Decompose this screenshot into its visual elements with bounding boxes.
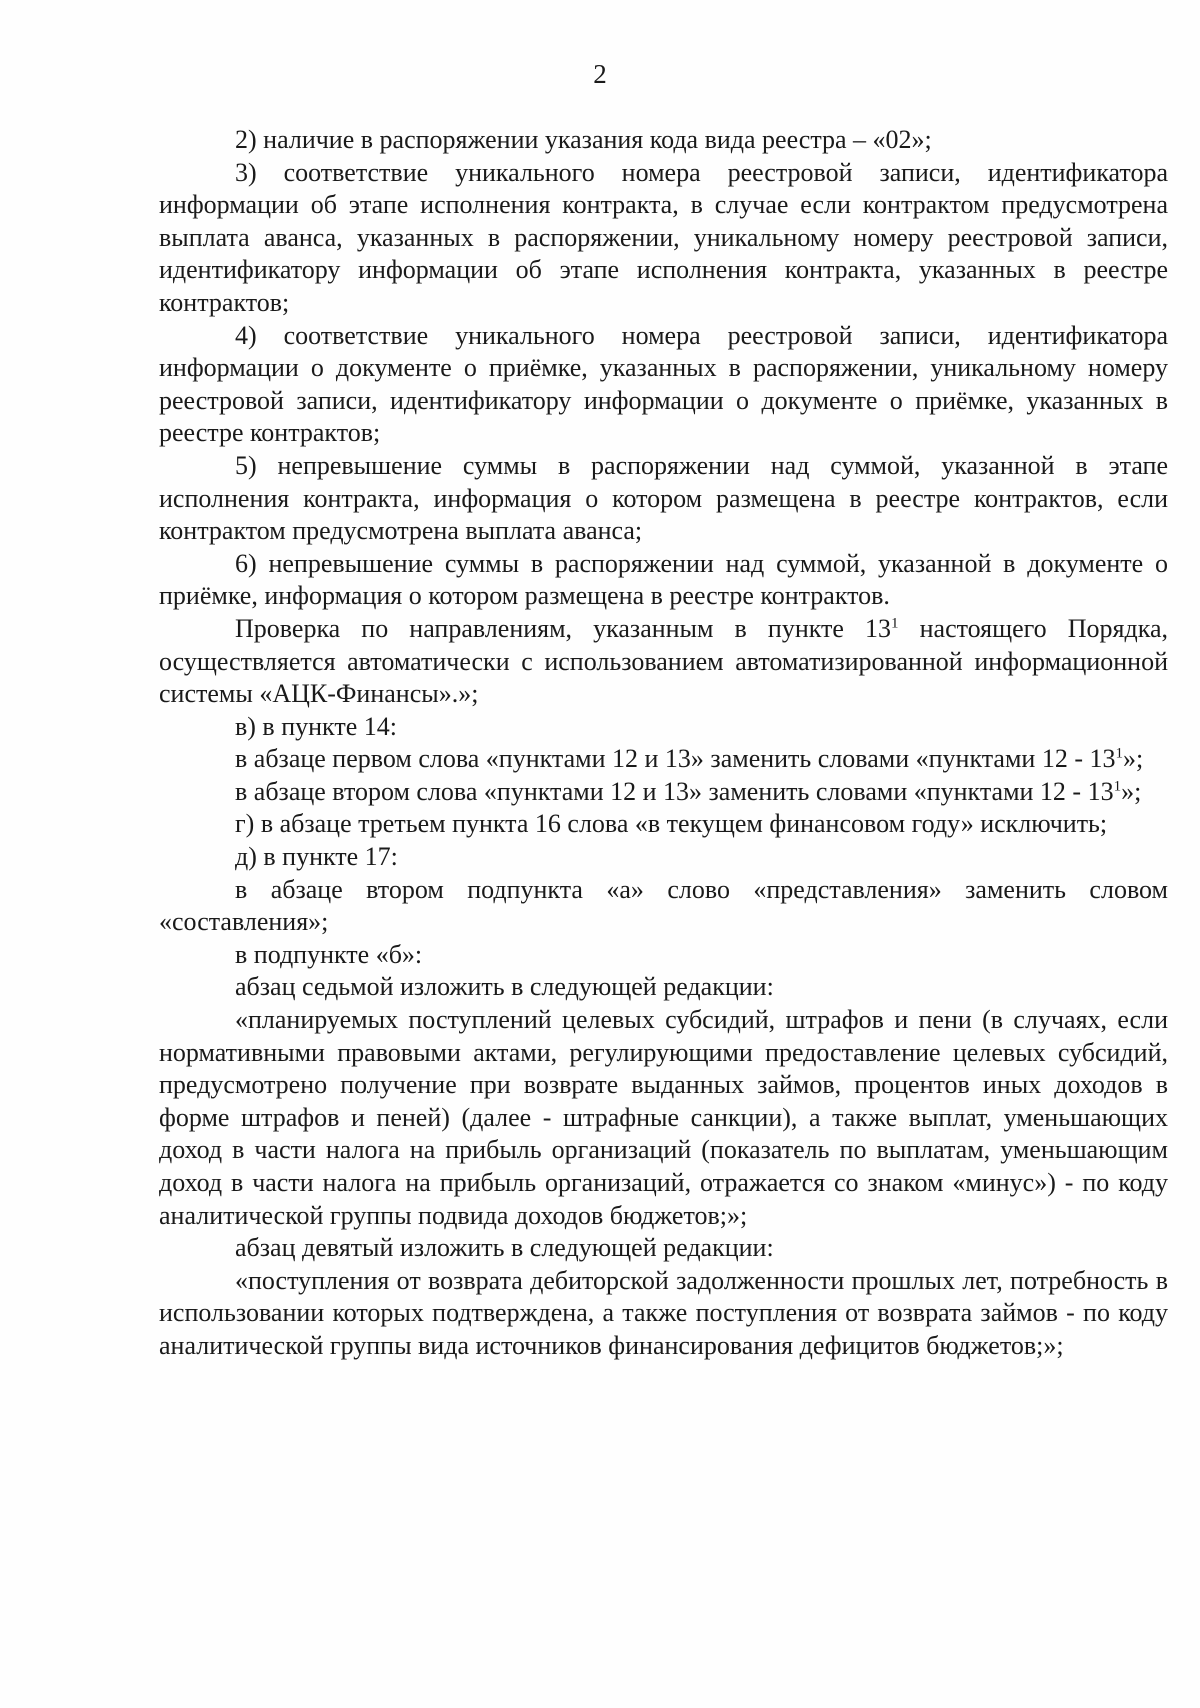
item-2-paragraph: 2) наличие в распоряжении указания кода вида реестра – «02»; [235, 125, 932, 154]
superscript: 1 [1113, 778, 1122, 795]
document-body [159, 124, 1168, 1363]
subpoint-b-paragraph: в подпункте «б»: [235, 939, 423, 969]
verification-paragraph [159, 613, 1168, 711]
seventh-abzac-quote-paragraph: «планируемых поступлений целевых субсидий, штрафов и пени (в случаях, если нормативными правовыми актами, регулирующими предоставление целевых субсидий, предусмотрено получение при возврате выданных займов, процентов иных доходов в форме штрафов и пеней) (далее - штрафные санкции), а также выплат, уменьшающих доход в части налога на прибыль организаций (показатель по выплатам, уменьшающим доход в части налога на прибыль организаций, отражается со знаком «минус») - по коду аналитической группы подвида доходов бюджетов;»; [159, 1005, 1168, 1230]
item-6-paragraph: 6) непревышение суммы в распоряжении над суммой, указанной в документе о приёмке, информация о котором размещена в реестре контрактов. [159, 548, 1168, 611]
first-abzac-paragraph [159, 743, 1168, 776]
page-number: 2 [593, 59, 607, 89]
superscript: 1 [1115, 745, 1123, 762]
superscript: 1 [891, 615, 899, 632]
ninth-abzac-intro-paragraph: абзац девятый изложить в следующей редакции: [235, 1233, 774, 1263]
item-3-paragraph: 3) соответствие уникального номера реестровой записи, идентификатора информации об этапе исполнения контракта, в случае если контрактом предусмотрена выплата аванса, указанных в распоряжении, уникальному номеру реестровой записи, идентификатору информации об этапе исполнения контракта, указанных в реестре контрактов; [159, 157, 1168, 317]
subitem-v-paragraph: в) в пункте 14: [235, 711, 397, 741]
ninth-abzac-quote-paragraph: «поступления от возврата дебиторской задолженности прошлых лет, потребность в использовании которых подтверждена, а также поступления от возврата займов - по коду аналитической группы вида источников финансирования дефицитов бюджетов;»; [159, 1265, 1168, 1360]
second-abzac-paragraph [159, 776, 1168, 809]
seventh-abzac-intro-paragraph: абзац седьмой изложить в следующей редакции: [235, 972, 774, 1002]
subitem-d-paragraph: д) в пункте 17: [235, 842, 398, 872]
item-4-paragraph: 4) соответствие уникального номера реестровой записи, идентификатора информации о документе о приёмке, указанных в распоряжении, уникальному номеру реестровой записи, идентификатору информации о документе о приёмке, указанных в реестре контрактов; [159, 320, 1168, 448]
verification-text-end: настоящего Порядка, осуществляется автоматически с использованием автоматизированной информационной системы «АЦК-Финансы».»; [159, 613, 1168, 709]
verification-text-start: Проверка по направлениям, указанным в пункте 13 [235, 613, 892, 643]
subpoint-a-paragraph: в абзаце втором подпункта «а» слово «представления» заменить словом «составления»; [159, 874, 1168, 937]
subitem-g-paragraph: г) в абзаце третьем пункта 16 слова «в текущем финансовом году» исключить; [235, 809, 1108, 839]
first-abzac-text-start: в абзаце первом слова «пунктами 12 и 13» заменить словами «пунктами 12 - 13 [235, 744, 1116, 774]
first-abzac-text-end: »; [1123, 744, 1144, 774]
second-abzac-text-start: в абзаце втором слова «пунктами 12 и 13» заменить словами «пунктами 12 - 13 [235, 776, 1114, 806]
item-5-paragraph: 5) непревышение суммы в распоряжении над суммой, указанной в этапе исполнения контракта, информация о котором размещена в реестре контрактов, если контрактом предусмотрена выплата аванса; [159, 450, 1168, 546]
second-abzac-text-end: »; [1121, 776, 1142, 806]
